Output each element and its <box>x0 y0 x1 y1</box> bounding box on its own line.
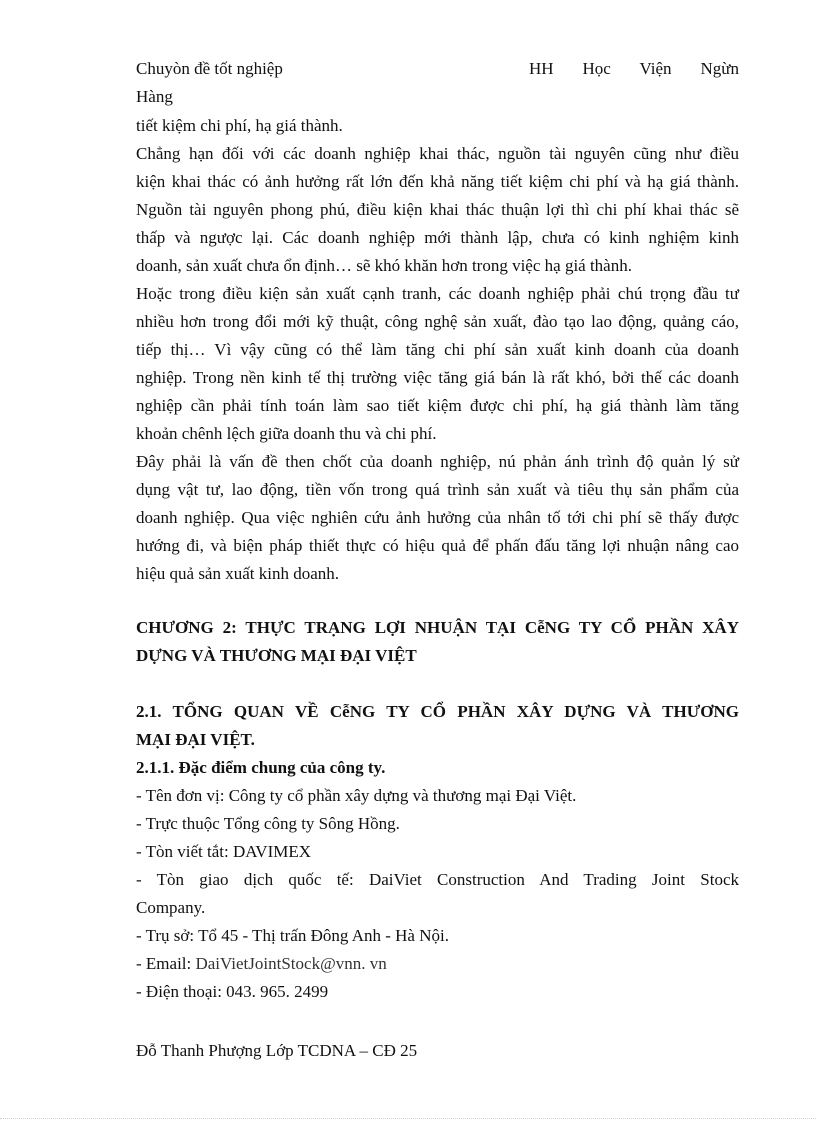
paragraph-line: khoản chênh lệch giữa doanh thu và chi phí. <box>136 424 437 443</box>
detail-short-name: - Tòn viết tắt: DAVIMEX <box>136 842 312 861</box>
paragraph-line: nghiệp cần phải tính toán làm sao tiết kiệm được chi phí, hạ giá thành làm tăng <box>136 396 739 415</box>
email-label: - Email: <box>136 954 196 973</box>
paragraph-line: Chẳng hạn đối với các doanh nghiệp khai thác, nguồn tài nguyên cũng như điều <box>136 144 739 163</box>
section-heading-cont: MẠI ĐẠI VIỆT. <box>136 730 255 749</box>
email-link[interactable]: DaiVietJointStock@vnn. vn <box>195 954 387 973</box>
paragraph-line: dụng vật tư, lao động, tiền vốn trong quá trình sản xuất và tiêu thụ sản phẩm của <box>136 480 739 499</box>
detail-phone: - Điện thoại: 043. 965. 2499 <box>136 982 329 1001</box>
page-bottom-divider <box>0 1118 816 1119</box>
detail-parent-company: - Trực thuộc Tổng công ty Sông Hồng. <box>136 814 400 833</box>
header-right: HH Học Viện Ngừn <box>529 59 739 78</box>
chapter-heading: CHƯƠNG 2: THỰC TRẠNG LỢI NHUẬN TẠI CễNG TY CỔ PHẦN XÂY <box>136 618 739 637</box>
section-heading: 2.1. TỔNG QUAN VỀ CễNG TY CỔ PHẦN XÂY DỰNG VÀ THƯƠNG <box>136 702 739 721</box>
paragraph-line: Đây phải là vấn đề then chốt của doanh nghiệp, nú phản ánh trình độ quản lý sử <box>136 452 739 471</box>
paragraph-line: hướng đi, và biện pháp thiết thực có hiệu quả để phấn đấu tăng lợi nhuận nâng cao <box>136 536 739 555</box>
detail-address: - Trụ sở: Tổ 45 - Thị trấn Đông Anh - Hà Nội. <box>136 926 449 945</box>
page-footer: Đỗ Thanh Phượng Lớp TCDNA – CĐ 25 <box>136 1041 418 1060</box>
paragraph-line: tiếp thị… Vì vậy cũng có thể làm tăng chi phí sản xuất kinh doanh của doanh <box>136 340 739 359</box>
header-left: Chuyòn đề tốt nghiệp <box>136 59 283 78</box>
detail-email <box>136 953 739 975</box>
paragraph-line: doanh, sản xuất chưa ổn định… sẽ khó khăn hơn trong việc hạ giá thành. <box>136 256 632 275</box>
subsection-heading: 2.1.1. Đặc điểm chung của công ty. <box>136 758 386 777</box>
paragraph-line: kiện khai thác có ảnh hưởng rất lớn đến khả năng tiết kiệm chi phí và hạ giá thành. <box>136 172 739 191</box>
paragraph-line: Hoặc trong điều kiện sản xuất cạnh tranh, các doanh nghiệp phải chú trọng đầu tư <box>136 284 739 303</box>
chapter-heading-cont: DỰNG VÀ THƯƠNG MẠI ĐẠI VIỆT <box>136 646 417 665</box>
header-right-continuation: Hàng <box>136 87 173 106</box>
paragraph-line: nghiệp. Trong nền kinh tế thị trường việc tăng giá bán là rất khó, bởi thế các doanh <box>136 368 739 387</box>
paragraph-line: Nguồn tài nguyên phong phú, điều kiện khai thác thuận lợi thì chi phí khai thác sẽ <box>136 200 739 219</box>
detail-unit-name: - Tên đơn vị: Công ty cổ phần xây dựng và thương mại Đại Việt. <box>136 786 577 805</box>
detail-intl-name-cont: Company. <box>136 898 206 917</box>
paragraph-line: nhiều hơn trong đổi mới kỹ thuật, công nghệ sản xuất, đào tạo lao động, quảng cáo, <box>136 312 739 331</box>
paragraph-line: doanh nghiệp. Qua việc nghiên cứu ảnh hưởng của nhân tố tới chi phí sẽ thấy được <box>136 508 739 527</box>
detail-intl-name: - Tòn giao dịch quốc tế: DaiViet Construction And Trading Joint Stock <box>136 870 739 889</box>
paragraph-line: tiết kiệm chi phí, hạ giá thành. <box>136 116 343 135</box>
paragraph-line: hiệu quả sản xuất kinh doanh. <box>136 564 340 583</box>
paragraph-line: thấp và ngược lại. Các doanh nghiệp mới thành lập, chưa có kinh nghiệm kinh <box>136 228 739 247</box>
